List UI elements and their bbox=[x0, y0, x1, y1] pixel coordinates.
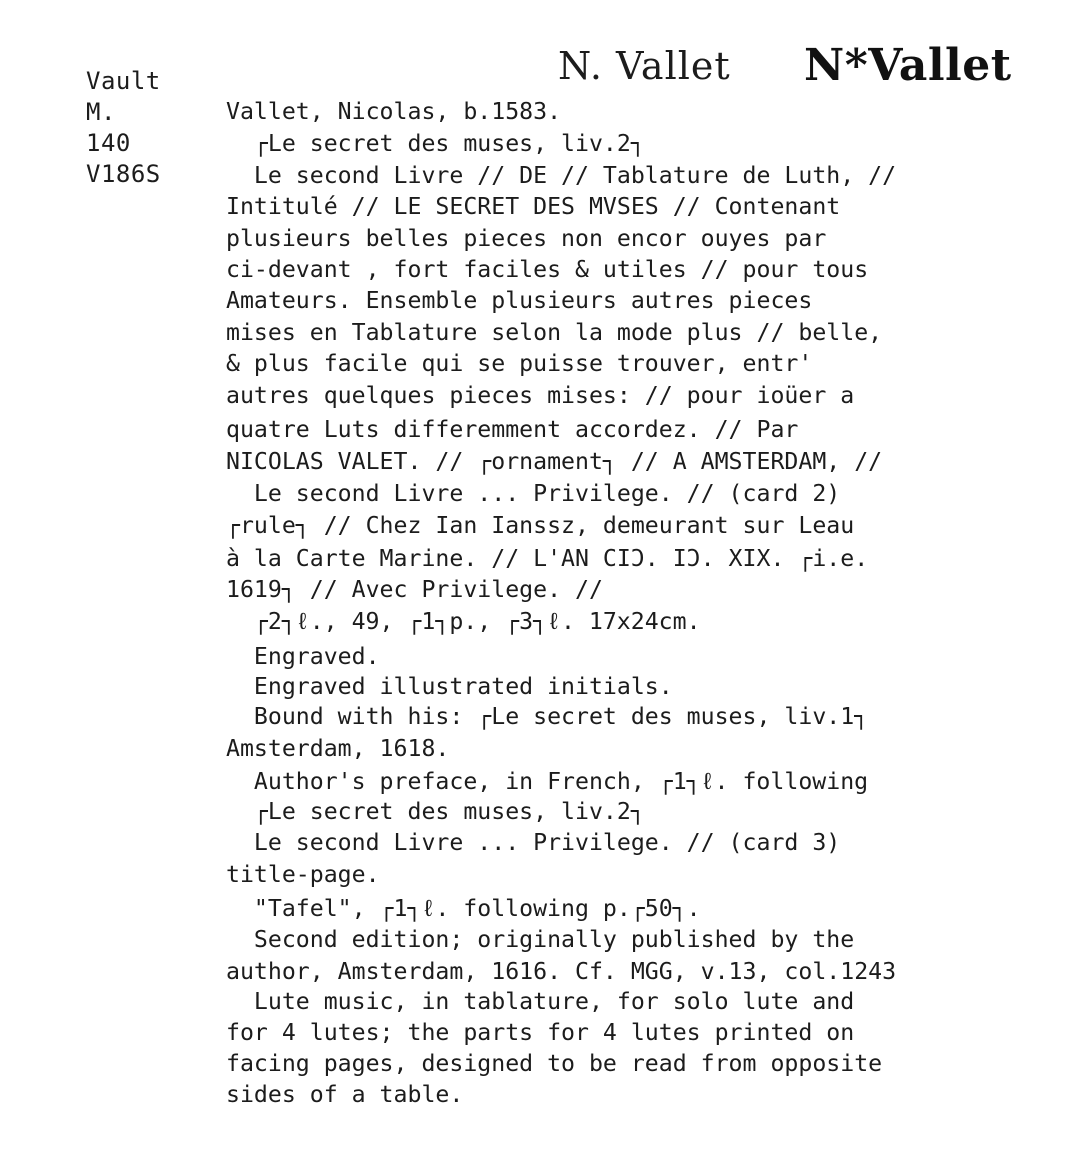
entry-line: facing pages, designed to be read from opposite bbox=[226, 1050, 883, 1077]
entry-line: Le second Livre // DE // Tablature de Luth, // bbox=[226, 162, 897, 189]
entry-line: plusieurs belles pieces non encor ouyes par bbox=[226, 225, 827, 252]
entry-line: Amateurs. Ensemble plusieurs autres pieces bbox=[226, 287, 813, 314]
entry-line: Le second Livre ... Privilege. // (card 2) bbox=[226, 480, 841, 507]
call-number-line: Vault bbox=[86, 67, 161, 95]
entry-line: Bound with his: ┌Le secret des muses, liv.1┐ bbox=[226, 703, 869, 730]
entry-line: Author's preface, in French, ┌1┐ℓ. following bbox=[226, 768, 869, 795]
entry-line: Le second Livre ... Privilege. // (card 3) bbox=[226, 829, 841, 856]
entry-line: ┌Le secret des muses, liv.2┐ bbox=[226, 130, 645, 157]
entry-line: quatre Luts differemment accordez. // Par bbox=[226, 416, 799, 443]
entry-line: Amsterdam, 1618. bbox=[226, 735, 450, 762]
call-number-line: M. bbox=[86, 98, 116, 126]
call-number bbox=[86, 66, 161, 190]
entry-line: Second edition; originally published by the bbox=[226, 926, 855, 953]
entry-line: author, Amsterdam, 1616. Cf. MGG, v.13, col.1243 bbox=[226, 958, 897, 985]
entry-line: NICOLAS VALET. // ┌ornament┐ // A AMSTERDAM, // bbox=[226, 448, 883, 475]
entry-line: ┌2┐ℓ., 49, ┌1┐p., ┌3┐ℓ. 17x24cm. bbox=[226, 608, 701, 635]
entry-line: autres quelques pieces mises: // pour ioüer a bbox=[226, 382, 855, 409]
call-number-line: 140 bbox=[86, 129, 131, 157]
entry-line: ┌rule┐ // Chez Ian Ianssz, demeurant sur Leau bbox=[226, 512, 855, 539]
entry-line: Vallet, Nicolas, b.1583. bbox=[226, 98, 562, 125]
entry-line: Lute music, in tablature, for solo lute and bbox=[226, 988, 855, 1015]
entry-line: Intitulé // LE SECRET DES MVSES // Contenant bbox=[226, 193, 841, 220]
entry-line: mises en Tablature selon la mode plus // belle, bbox=[226, 319, 883, 346]
entry-line: & plus facile qui se puisse trouver, entr' bbox=[226, 350, 813, 377]
call-number-line: V186S bbox=[86, 160, 161, 188]
entry-line: à la Carte Marine. // L'AN CIƆ. IƆ. XIX. ┌i.e. bbox=[226, 545, 869, 572]
handwritten-heading: N. Vallet bbox=[558, 44, 731, 88]
entry-line: sides of a table. bbox=[226, 1081, 464, 1108]
entry-line: Engraved. bbox=[226, 643, 380, 670]
entry-line: for 4 lutes; the parts for 4 lutes printed on bbox=[226, 1019, 855, 1046]
entry-line: 1619┐ // Avec Privilege. // bbox=[226, 576, 603, 603]
entry-line: ci-devant , fort faciles & utiles // pour tous bbox=[226, 256, 869, 283]
handwritten-heading-bold: N*Vallet bbox=[804, 40, 1012, 91]
entry-line: ┌Le secret des muses, liv.2┐ bbox=[226, 798, 645, 825]
entry-line: Engraved illustrated initials. bbox=[226, 673, 673, 700]
entry-line: "Tafel", ┌1┐ℓ. following p.┌50┐. bbox=[226, 895, 701, 922]
entry-line: title-page. bbox=[226, 861, 380, 888]
